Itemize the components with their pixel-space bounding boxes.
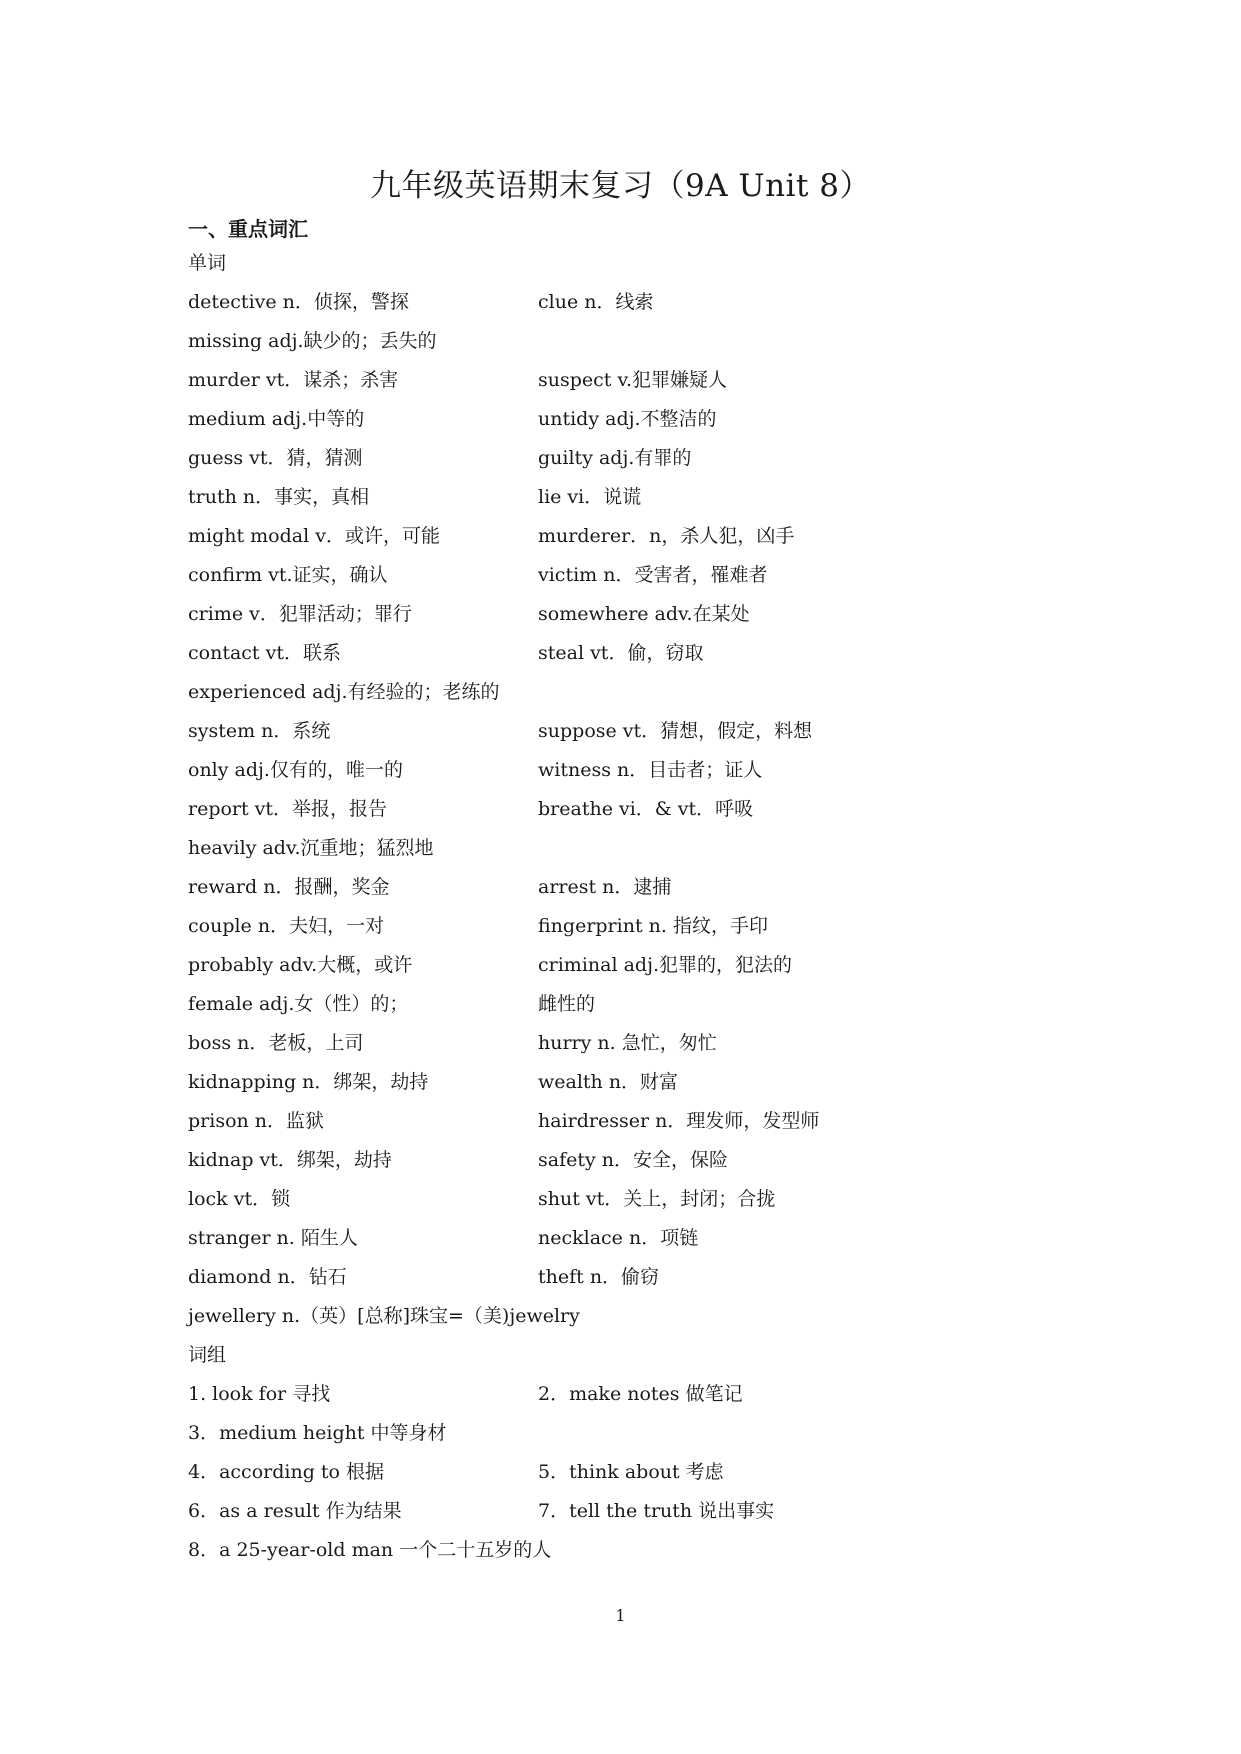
phrase-row — [188, 1531, 1088, 1570]
vocab-row-col-2: witness n．目击者；证人 — [538, 759, 763, 781]
vocab-row-col-1: system n．系统 — [188, 720, 331, 742]
vocab-row — [188, 985, 1088, 1024]
vocab-row-col-2: somewhere adv.在某处 — [538, 603, 750, 625]
phrase-row-col-1: 8．a 25-year-old man 一个二十五岁的人 — [188, 1539, 552, 1561]
vocab-row-col-2: lie vi．说谎 — [538, 486, 642, 508]
vocab-row — [188, 1141, 1088, 1180]
vocab-row — [188, 283, 1088, 322]
vocab-row-col-1: might modal v．或许，可能 — [188, 525, 440, 547]
vocab-row-col-1: medium adj.中等的 — [188, 408, 365, 430]
phrase-row-col-1: 6．as a result 作为结果 — [188, 1500, 402, 1522]
phrase-row-col-1: 4．according to 根据 — [188, 1461, 385, 1483]
vocab-row-col-2: necklace n．项链 — [538, 1227, 699, 1249]
phrase-row-col-2: 5．think about 考虑 — [538, 1461, 724, 1483]
vocab-row-col-2: guilty adj.有罪的 — [538, 447, 692, 469]
vocab-row — [188, 1180, 1088, 1219]
vocab-row — [188, 1063, 1088, 1102]
vocab-row-col-1: confirm vt.证实，确认 — [188, 564, 388, 586]
vocab-row-col-1: experienced adj.有经验的；老练的 — [188, 681, 500, 703]
section-heading: 一、重点词汇 — [188, 217, 308, 241]
phrase-row — [188, 1492, 1088, 1531]
vocab-row-col-1: truth n．事实，真相 — [188, 486, 370, 508]
phrase-row-col-2 — [538, 1414, 888, 1453]
phrase-row-col-2 — [538, 1531, 888, 1570]
vocab-row — [188, 946, 1088, 985]
vocab-row — [188, 556, 1088, 595]
phrase-row — [188, 1414, 1088, 1453]
vocab-row-col-1: lock vt．锁 — [188, 1188, 291, 1210]
vocab-row — [188, 595, 1088, 634]
vocab-row-col-2: theft n．偷窃 — [538, 1266, 660, 1288]
vocab-row-col-2 — [538, 673, 888, 712]
vocab-row-col-2: suppose vt．猜想，假定，料想 — [538, 720, 813, 742]
vocab-row-col-2: wealth n．财富 — [538, 1071, 679, 1093]
vocab-row-col-2: shut vt．关上，封闭；合拢 — [538, 1188, 776, 1210]
vocab-row-col-2: murderer．n，杀人犯，凶手 — [538, 525, 795, 547]
vocab-row-col-2: hairdresser n．理发师，发型师 — [538, 1110, 820, 1132]
vocab-row — [188, 907, 1088, 946]
words-label: 单词 — [188, 252, 227, 274]
vocab-row-col-2: untidy adj.不整洁的 — [538, 408, 717, 430]
vocab-row — [188, 361, 1088, 400]
vocab-row-col-1: kidnap vt．绑架，劫持 — [188, 1149, 392, 1171]
vocab-row-col-2: safety n．安全，保险 — [538, 1149, 729, 1171]
vocab-row-col-1: jewellery n.（英）[总称]珠宝=（美)jewelry — [188, 1305, 580, 1327]
phrase-row-col-1: 3．medium height 中等身材 — [188, 1422, 447, 1444]
vocab-row-col-1: report vt．举报，报告 — [188, 798, 388, 820]
phrases-label: 词组 — [188, 1344, 227, 1366]
vocab-row-col-2: clue n．线索 — [538, 291, 654, 313]
vocab-row-col-1: reward n．报酬，奖金 — [188, 876, 390, 898]
document-title: 九年级英语期末复习（9A Unit 8） — [369, 168, 871, 204]
vocab-row — [188, 751, 1088, 790]
vocab-row — [188, 634, 1088, 673]
vocab-row — [188, 790, 1088, 829]
vocab-row-col-1: kidnapping n．绑架，劫持 — [188, 1071, 429, 1093]
vocab-row-col-2: fingerprint n. 指纹，手印 — [538, 915, 768, 937]
vocab-row — [188, 1219, 1088, 1258]
vocab-row-col-2: criminal adj.犯罪的，犯法的 — [538, 954, 792, 976]
vocab-row-col-1: missing adj.缺少的；丢失的 — [188, 330, 437, 352]
vocab-row — [188, 400, 1088, 439]
vocab-row — [188, 517, 1088, 556]
vocab-row-col-2: victim n．受害者，罹难者 — [538, 564, 768, 586]
document-content — [188, 214, 1088, 1570]
phrases-list — [188, 1375, 1088, 1570]
vocab-row — [188, 673, 1088, 712]
vocab-row-col-1: guess vt．猜，猜测 — [188, 447, 363, 469]
vocab-row — [188, 1102, 1088, 1141]
vocab-row-col-1: stranger n. 陌生人 — [188, 1227, 358, 1249]
vocab-row-col-2 — [538, 1297, 888, 1336]
vocab-row-col-2: suspect v.犯罪嫌疑人 — [538, 369, 727, 391]
vocab-row-col-1: diamond n．钻石 — [188, 1266, 347, 1288]
vocab-row — [188, 1258, 1088, 1297]
vocab-row-col-1: prison n．监狱 — [188, 1110, 325, 1132]
vocab-row-col-1: contact vt．联系 — [188, 642, 341, 664]
vocab-row-col-2: steal vt．偷，窃取 — [538, 642, 704, 664]
vocab-row-col-1: probably adv.大概，或许 — [188, 954, 413, 976]
vocab-row-col-1: detective n．侦探，警探 — [188, 291, 409, 313]
vocabulary-list — [188, 283, 1088, 1336]
vocab-row-col-2 — [538, 829, 888, 868]
vocab-row-col-1: crime v．犯罪活动；罪行 — [188, 603, 412, 625]
vocab-row — [188, 829, 1088, 868]
vocab-row-col-2: arrest n．逮捕 — [538, 876, 672, 898]
vocab-row-col-2: breathe vi．& vt．呼吸 — [538, 798, 754, 820]
vocab-row — [188, 1297, 1088, 1336]
vocab-row — [188, 478, 1088, 517]
page-number: 1 — [615, 1606, 626, 1625]
phrase-row — [188, 1375, 1088, 1414]
vocab-row-col-2: 雌性的 — [538, 993, 596, 1015]
phrase-row-col-2: 2．make notes 做笔记 — [538, 1383, 743, 1405]
vocab-row — [188, 322, 1088, 361]
vocab-row — [188, 712, 1088, 751]
vocab-row-col-2 — [538, 322, 888, 361]
phrase-row-col-1: 1. look for 寻找 — [188, 1383, 331, 1405]
vocab-row-col-2: hurry n. 急忙，匆忙 — [538, 1032, 717, 1054]
vocab-row-col-1: murder vt．谋杀；杀害 — [188, 369, 399, 391]
phrase-row — [188, 1453, 1088, 1492]
phrase-row-col-2: 7．tell the truth 说出事实 — [538, 1500, 775, 1522]
vocab-row-col-1: only adj.仅有的，唯一的 — [188, 759, 403, 781]
vocab-row-col-1: boss n．老板，上司 — [188, 1032, 364, 1054]
vocab-row-col-1: heavily adv.沉重地；猛烈地 — [188, 837, 434, 859]
vocab-row-col-1: female adj.女（性）的； — [188, 993, 409, 1015]
vocab-row — [188, 1024, 1088, 1063]
vocab-row — [188, 868, 1088, 907]
vocab-row — [188, 439, 1088, 478]
vocab-row-col-1: couple n．夫妇，一对 — [188, 915, 385, 937]
